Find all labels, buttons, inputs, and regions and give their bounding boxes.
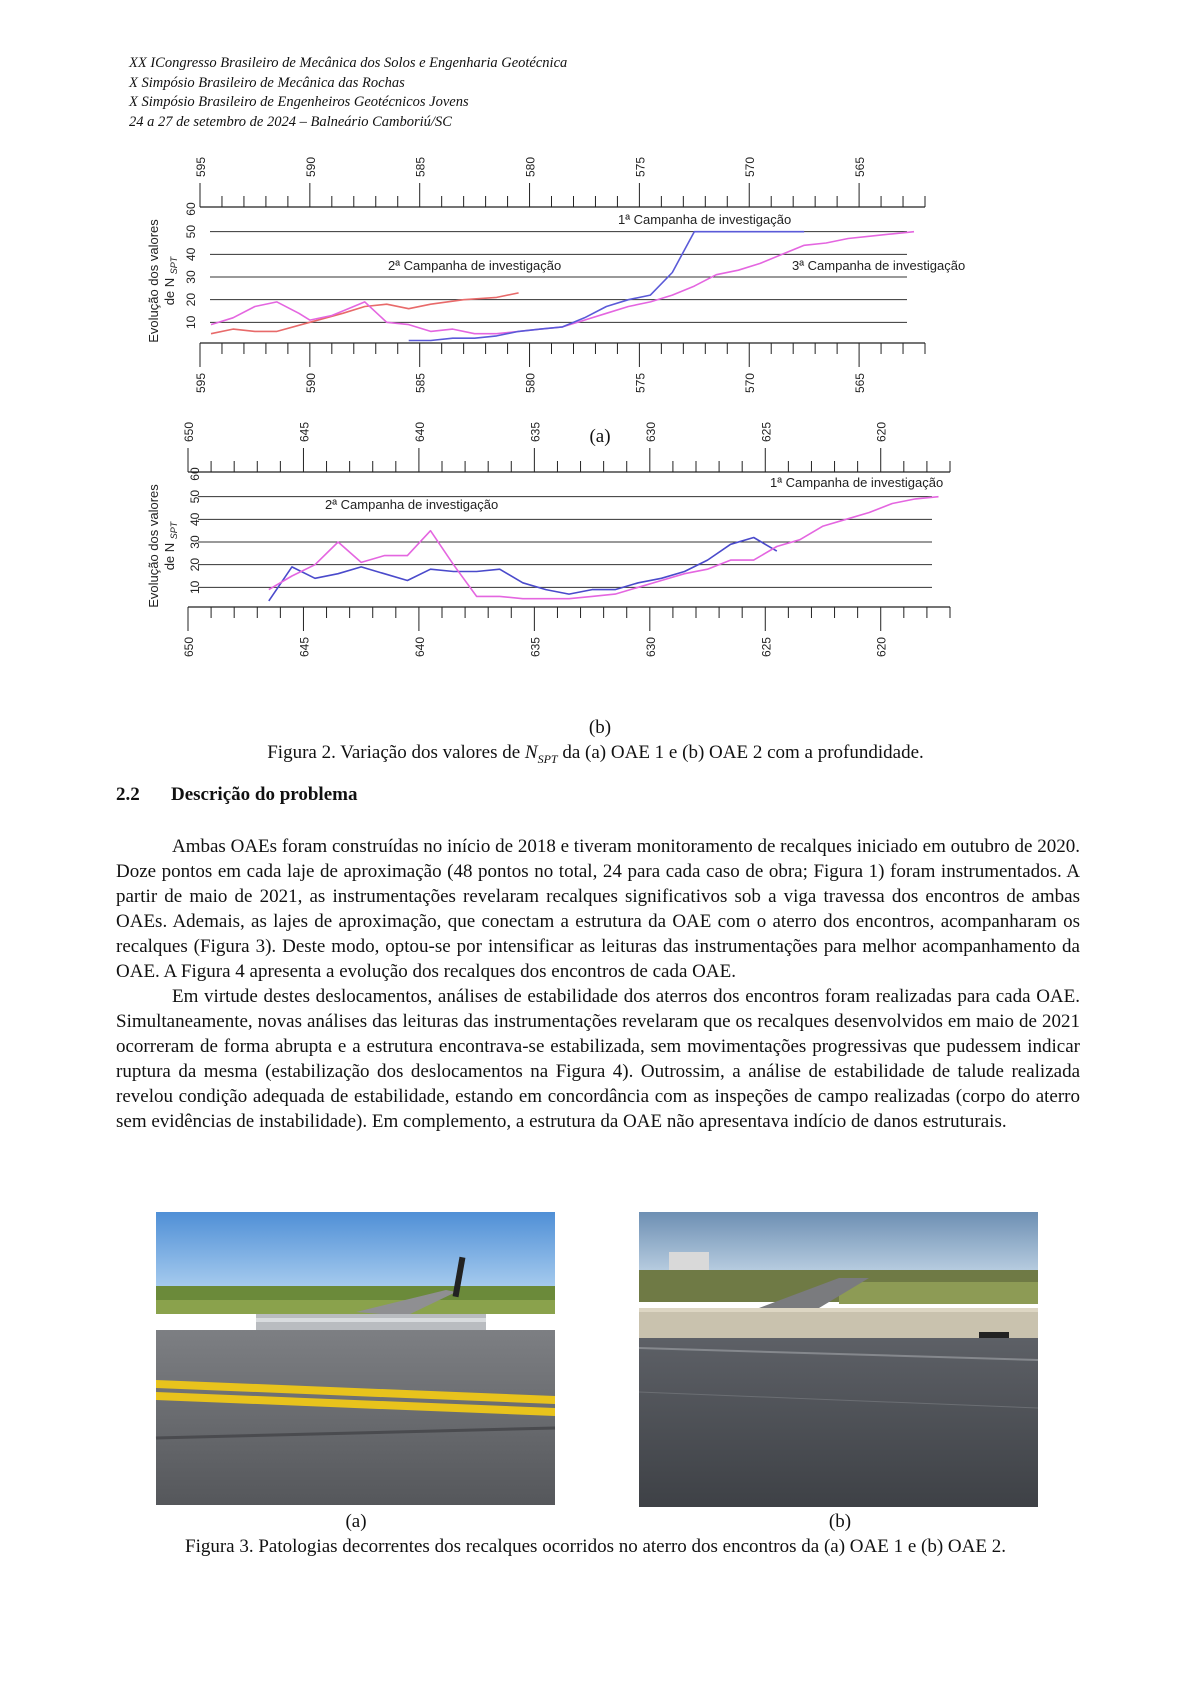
y-axis-label-var: de N $_{SPT}$ (162, 521, 179, 571)
x-tick-label: 590 (303, 373, 318, 394)
x-tick-label: 625 (759, 421, 774, 442)
y-tick-label: 20 (188, 557, 202, 572)
header-line-1: XX ICongresso Brasileiro de Mecânica dos Solos e Engenharia Geotécnica (129, 55, 568, 71)
x-tick-label: 585 (413, 373, 428, 394)
figure2-sublabel-a: (a) (589, 426, 611, 447)
x-tick-label: 575 (633, 372, 648, 394)
figure3-sublabel-b: (b) (828, 1511, 852, 1532)
y-tick-label: 40 (184, 247, 198, 262)
x-tick-label: 580 (523, 156, 538, 177)
campaign-annotation: 2ª Campanha de investigação (388, 258, 562, 273)
y-axis-label: Evolução dos valores (146, 219, 161, 343)
y-tick-label: 40 (188, 512, 202, 527)
y-tick-label: 30 (184, 270, 198, 284)
header-line-2: X Simpósio Brasileiro de Mecânica das Rochas (129, 74, 405, 91)
y-axis-label-var: de N $_{SPT}$ (162, 256, 179, 306)
x-tick-label: 640 (412, 421, 427, 442)
x-tick-label: 585 (413, 156, 428, 177)
x-tick-label: 570 (743, 373, 758, 394)
campaign-annotation: 3ª Campanha de investigação (792, 258, 966, 273)
x-tick-label: 590 (303, 156, 318, 177)
paragraph-2: Em virtude destes deslocamentos, análises de estabilidade dos aterros dos encontros foram realizadas para cada OAE. Simultaneamente, novas análises das leituras das instrumentações revelaram que os recalques desenvolvidos em maio de 2021 ocorreram de forma abrupta e a estrutura encontrava-se estabilizada, sem movimentações progressivas que pudessem indicar ruptura da mesma (estabilização dos deslocamentos na Figura 4). Outrossim, a análise de estabilidade de talude realizada revelou condição adequada de estabilidade, estando em concordância com as inspeções de campo realizadas (corpo do aterro sem evidências de instabilidade). Em complemento, a estrutura da OAE não apresentava indício de danos estruturais. (116, 986, 1080, 1132)
x-tick-label: 635 (528, 421, 543, 442)
series-line-2 (269, 497, 939, 599)
y-tick-label: 50 (188, 489, 202, 504)
x-tick-label: 645 (297, 421, 312, 442)
x-tick-label: 565 (853, 156, 868, 177)
nspt-chart-a (146, 156, 1050, 440)
y-axis-label: Evolução dos valores (146, 484, 161, 608)
y-tick-label: 10 (184, 315, 198, 330)
nspt-chart-b (146, 421, 1050, 720)
x-tick-label: 580 (523, 373, 538, 394)
campaign-annotation: 2ª Campanha de investigação (325, 497, 499, 512)
road-photo-a (156, 1212, 555, 1505)
x-tick-label: 645 (297, 637, 312, 658)
road-photo-b (639, 1212, 1038, 1507)
x-tick-label: 570 (743, 156, 758, 177)
y-tick-label: 20 (184, 292, 198, 307)
x-tick-label: 575 (633, 156, 648, 177)
section-number: 2.2 (116, 784, 140, 805)
y-tick-label: 30 (188, 535, 202, 549)
x-tick-label: 595 (194, 156, 208, 177)
header-line-3: X Simpósio Brasileiro de Engenheiros Geotécnicos Jovens (129, 94, 469, 110)
figure2-caption: Figura 2. Variação dos valores de $N_{SPT}$ da (a) OAE 1 e (b) OAE 2 com a profundidade. (267, 742, 924, 766)
x-tick-label: 650 (182, 421, 196, 442)
y-tick-label: 60 (184, 202, 198, 216)
x-tick-label: 620 (874, 637, 889, 658)
campaign-annotation: 1ª Campanha de investigação (618, 212, 792, 227)
campaign-annotation: 1ª Campanha de investigação (770, 475, 944, 490)
y-tick-label: 60 (188, 467, 202, 481)
series-line-2 (211, 232, 914, 334)
figure3-sublabel-a: (a) (345, 1511, 367, 1532)
conference-header (129, 54, 567, 132)
x-tick-label: 620 (874, 421, 889, 442)
x-tick-label: 625 (759, 637, 774, 658)
x-tick-label: 630 (643, 421, 658, 442)
y-tick-label: 50 (184, 224, 198, 239)
series-line-3 (409, 232, 805, 341)
figure2-sublabel-b: (b) (588, 717, 612, 738)
header-line-4: 24 a 27 de setembro de 2024 – Balneário Camboriú/SC (129, 113, 452, 130)
series-line-1 (269, 538, 777, 601)
figure3-caption: Figura 3. Patologias decorrentes dos recalques ocorridos no aterro dos encontros da (a) OAE 1 e (b) OAE 2. (185, 1536, 1006, 1557)
x-tick-label: 630 (643, 637, 658, 658)
section-title: Descrição do problema (171, 784, 358, 805)
x-tick-label: 635 (528, 637, 543, 658)
x-tick-label: 640 (412, 637, 427, 658)
x-tick-label: 565 (853, 373, 868, 394)
y-tick-label: 10 (188, 580, 202, 595)
x-tick-label: 595 (194, 373, 208, 394)
paragraph-1: Ambas OAEs foram construídas no início de 2018 e tiveram monitoramento de recalques iniciado em outubro de 2020. Doze pontos em cada laje de aproximação (48 pontos no total, 24 para cada caso de obra; Figura 1) foram instrumentados. A partir de maio de 2021, as instrumentações revelaram recalques significativos sob a viga travessa dos encontros de ambas OAEs. Ademais, as lajes de aproximação, que conectam a estrutura da OAE com o aterro dos encontros, acompanharam os recalques (Figura 3). Deste modo, optou-se por intensificar as leituras das instrumentações para melhor acompanhamento da OAE. A Figura 4 apresenta a evolução dos recalques dos encontros de cada OAE. (116, 836, 1080, 982)
series-line-1 (211, 293, 519, 334)
body-text (116, 834, 1080, 1134)
x-tick-label: 650 (182, 637, 196, 658)
section-heading (116, 784, 357, 806)
